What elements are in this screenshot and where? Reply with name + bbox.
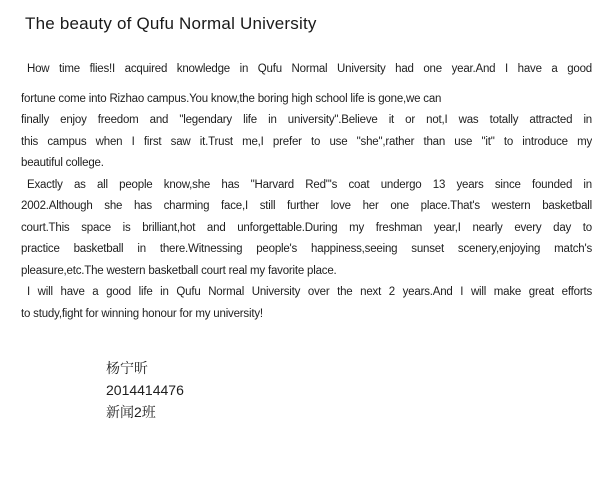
essay-line: How time flies!I acquired knowledge in Qufu Normal University had one year.And I have a good [27,63,592,75]
essay-line: pleasure,etc.The western basketball court real my favorite place. [21,264,337,277]
essay-line: fortune come into Rizhao campus.You know,the boring high school life is gone,we can [21,92,442,105]
essay-line: beautiful college. [21,157,104,169]
essay-line: court.This space is brilliant,hot and unforgettable.During my freshman year,I nearly every day to [21,221,592,234]
essay-line: 2002.Although she has charming face,I still further love her one place.That's western basketball [21,200,592,212]
essay-line: finally enjoy freedom and "legendary life in university".Believe it or not,I was totally attracted in [21,114,592,126]
essay-line: practice basketball in there.Witnessing people's happiness,seeing sunset scenery,enjoying match's [21,243,592,255]
signature-name: 杨宁昕 [106,360,148,376]
essay-line: to study,fight for winning honour for my university! [21,307,263,320]
signature-student-id: 2014414476 [106,382,184,398]
essay-line: this campus when I first saw it.Trust me,I prefer to use "she",rather than use "it" to introduce my [21,135,592,148]
essay-body [21,59,592,325]
essay-line: Exactly as all people know,she has "Harvard Red"'s coat undergo 13 years since founded in [27,178,592,191]
essay-line: I will have a good life in Qufu Normal University over the next 2 years.And I will make great efforts [27,286,592,298]
document-title: The beauty of Qufu Normal University [25,14,317,33]
signature-class: 新闻2班 [106,404,156,420]
signature-block [106,357,184,423]
